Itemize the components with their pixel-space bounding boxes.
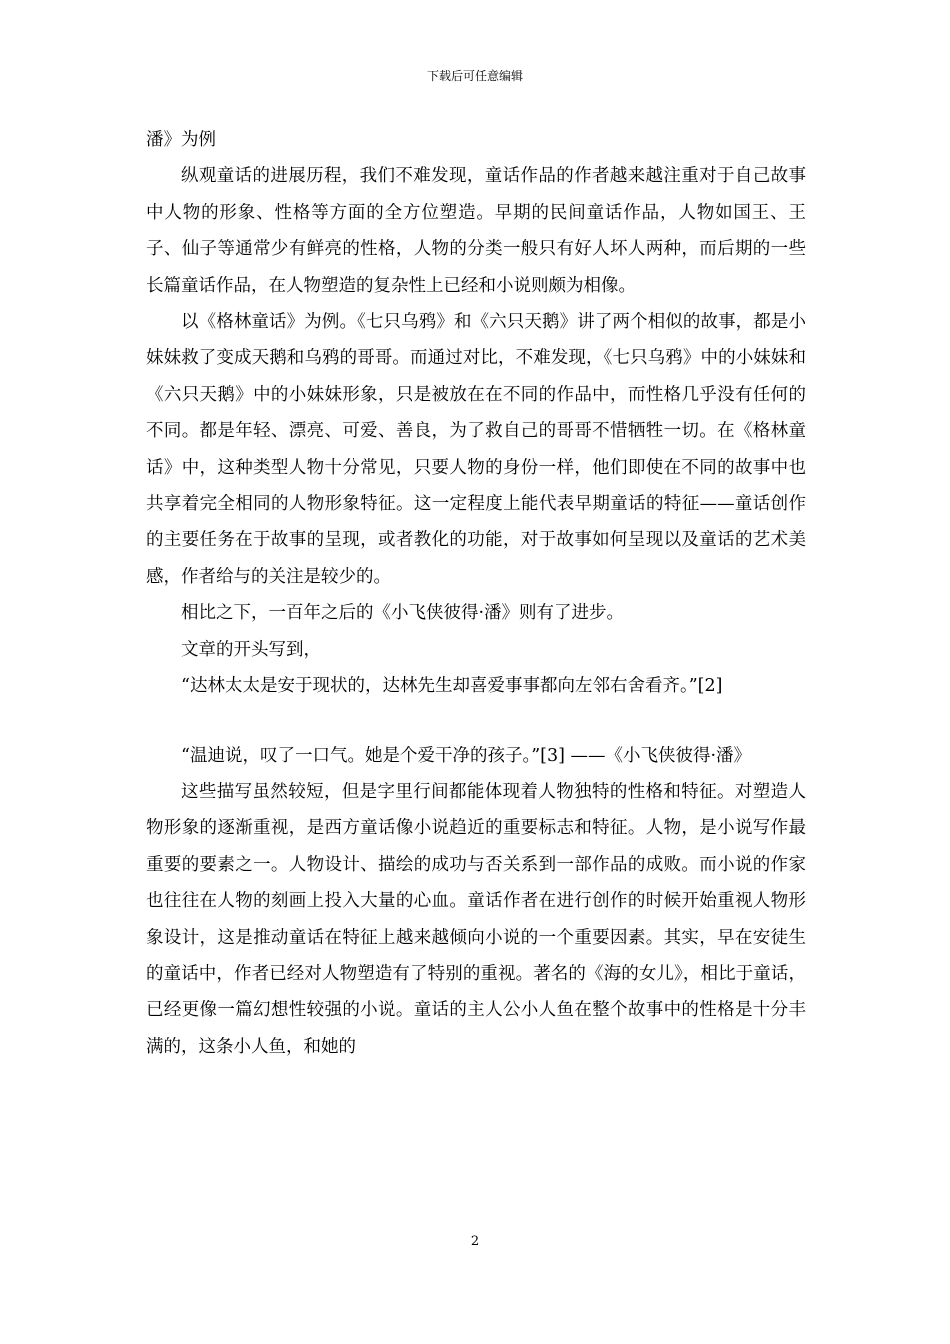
paragraph-opening-note: 文章的开头写到， <box>181 639 321 660</box>
paragraph-character-shaping: 这些描写虽然较短，但是字里行间都能体现着人物独特的性格和特征。对塑造人物形象的逐渐重视，是西方童话像小说趋近的重要标志和特征。人物，是小说写作最重要的要素之一。人物设计、描绘的成功与否关系到一部作品的成败。而小说的作家也往往在人物的刻画上投入大量的心血。童话作者在进行创作的时候开始重视人物形象设计，这是推动童话在特征上越来越倾向小说的一个重要因素。其实，早在安徒生的童话中，作者已经对人物塑造有了特别的重视。著名的《海的女儿》，相比于童话，已经更像一篇幻想性较强的小说。童话的主人公小人鱼在整个故事中的性格是十分丰满的，这条小人鱼，和她的 <box>146 781 806 1057</box>
page-header: 下载后可任意编辑 <box>426 69 523 83</box>
blank-line <box>146 705 806 738</box>
document-body <box>146 122 806 1065</box>
paragraph-peter-pan-intro: 相比之下，一百年之后的《小飞侠彼得·潘》则有了进步。 <box>181 603 625 624</box>
paragraph-fairy-tale-development: 纵观童话的进展历程，我们不难发现，童话作品的作者越来越注重对于自己故事中人物的形象、性格等方面的全方位塑造。早期的民间童话作品，人物如国王、王子、仙子等通常少有鲜亮的性格，人物的分类一般只有好人坏人两种，而后期的一些长篇童话作品，在人物塑造的复杂性上已经和小说则颇为相像。 <box>146 166 806 296</box>
quote-darling: “达林太太是安于现状的，达林先生却喜爱事事都向左邻右舍看齐。”[2] <box>181 676 723 697</box>
paragraph-continuation: 潘》为例 <box>146 130 216 150</box>
paragraph-grimm-example: 以《格林童话》为例。《七只乌鸦》和《六只天鹅》讲了两个相似的故事，都是小妹妹救了变成天鹅和乌鸦的哥哥。而通过对比，不难发现，《七只乌鸦》中的小妹妹和《六只天鹅》中的小妹妹形象，只是被放在在不同的作品中，而性格几乎没有任何的不同。都是年轻、漂亮、可爱、善良，为了救自己的哥哥不惜牺牲一切。在《格林童话》中，这种类型人物十分常见，只要人物的身份一样，他们即使在不同的故事中也共享着完全相同的人物形象特征。这一定程度上能代表早期童话的特征——童话创作的主要任务在于故事的呈现，或者教化的功能，对于故事如何呈现以及童话的艺术美感，作者给与的关注是较少的。 <box>146 312 806 587</box>
page-number: 2 <box>470 1234 480 1249</box>
quote-wendy: “温迪说，叹了一口气。她是个爱干净的孩子。”[3] ——《小飞侠彼得·潘》 <box>181 745 752 766</box>
